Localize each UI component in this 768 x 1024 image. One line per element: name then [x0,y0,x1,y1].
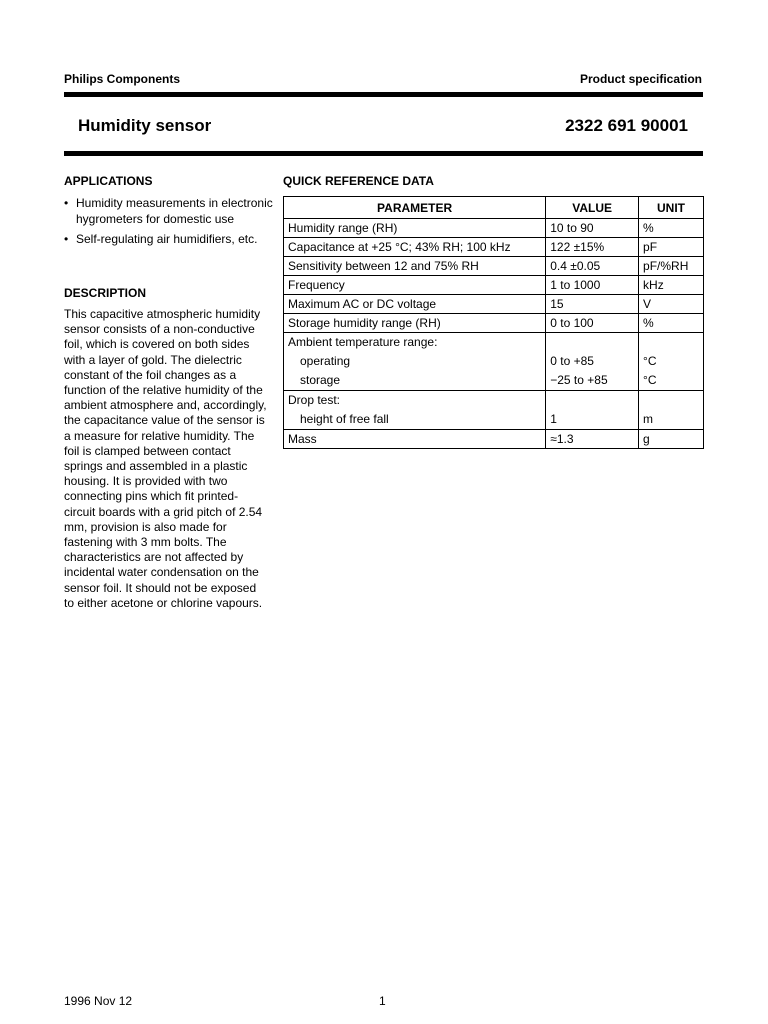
table-row [284,238,704,257]
list-item [64,196,274,227]
table-row [284,276,704,295]
table-row [284,391,704,430]
value-cell: ≈1.3 [546,430,639,449]
parameter-cell: Maximum AC or DC voltage [284,295,546,314]
part-number: 2322 691 90001 [565,116,688,135]
spacer [546,391,638,410]
value-cell: 122 ±15% [546,238,639,257]
unit-cell: pF [639,238,704,257]
parameter-cell [284,333,546,391]
page-number: 1 [379,994,386,1008]
operating-unit: °C [643,354,657,368]
footer-date: 1996 Nov 12 [64,994,133,1008]
free-fall-label: height of free fall [300,412,389,426]
table-row [284,333,704,391]
parameter-cell: Mass [284,430,546,449]
unit-cell: g [639,430,704,449]
unit-cell: pF/%RH [639,257,704,276]
table-row [284,219,704,238]
list-item [64,232,274,248]
column-header-parameter: PARAMETER [284,197,546,219]
value-cell: 1 to 1000 [546,276,639,295]
table-row [284,430,704,449]
unit-cell: % [639,219,704,238]
value-cell: 0 to 100 [546,314,639,333]
company-name: Philips Components [64,72,181,86]
value-cell [546,391,639,430]
spacer [639,391,703,410]
unit-cell [639,391,704,430]
spacer [639,333,703,352]
value-cell: 0.4 ±0.05 [546,257,639,276]
column-header-unit: UNIT [639,197,704,219]
description-heading: DESCRIPTION [64,286,147,300]
quick-reference-table [283,196,704,449]
page-title: Humidity sensor [78,116,212,135]
parameter-cell: Humidity range (RH) [284,219,546,238]
title-rule [64,151,703,156]
parameter-cell: Sensitivity between 12 and 75% RH [284,257,546,276]
parameter-cell: Frequency [284,276,546,295]
application-text: Humidity measurements in electronic hygrometers for domestic use [76,196,273,226]
top-rule [64,92,703,97]
unit-cell: V [639,295,704,314]
operating-label: operating [300,354,351,368]
drop-test-label: Drop test: [288,393,341,407]
parameter-cell [284,391,546,430]
operating-value: 0 to +85 [550,354,594,368]
storage-label: storage [300,373,341,387]
ambient-label: Ambient temperature range: [288,335,438,349]
application-text: Self-regulating air humidifiers, etc. [76,232,258,246]
storage-value: −25 to +85 [550,373,608,387]
applications-list [64,196,274,253]
value-cell: 15 [546,295,639,314]
table-row [284,314,704,333]
bullet-icon: • [64,232,69,246]
parameter-cell: Capacitance at +25 °C; 43% RH; 100 kHz [284,238,546,257]
unit-cell: kHz [639,276,704,295]
table-row [284,257,704,276]
drop-unit: m [643,412,654,426]
unit-cell: % [639,314,704,333]
unit-cell [639,333,704,391]
storage-unit: °C [643,373,657,387]
quick-reference-heading: QUICK REFERENCE DATA [283,174,434,188]
column-header-value: VALUE [546,197,639,219]
spacer [546,333,638,352]
drop-value: 1 [550,412,557,426]
document-type: Product specification [579,72,702,86]
table-header-row [284,197,704,219]
table-row [284,295,704,314]
description-text: This capacitive atmospheric humidity sensor consists of a non-conductive foil, which is covered on both sides with a layer of gold. The dielectric constant of the foil changes as a function of the relative humidity of the ambient atmosphere and, accordingly, the capacitance value of the sensor is a measure for relative humidity. The foil is clamped between contact springs and assembled in a plastic housing. It is provided with two connecting pins which fit printed-circuit boards with a grid pitch of 2.54 mm, provision is also made for fastening with 3 mm bolts. The characteristics are not affected by incidental water condensation on the sensor foil. It should not be exposed to either acetone or chlorine vapours. [64,307,267,610]
bullet-icon: • [64,196,69,210]
applications-heading: APPLICATIONS [64,174,153,188]
value-cell: 10 to 90 [546,219,639,238]
value-cell [546,333,639,391]
parameter-cell: Storage humidity range (RH) [284,314,546,333]
